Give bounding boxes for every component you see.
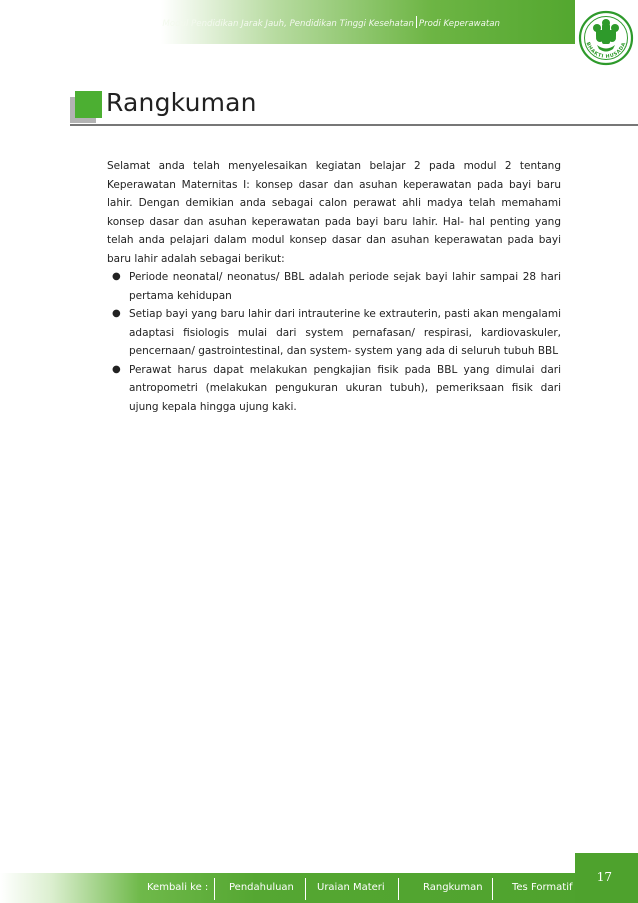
list-item-text: Perawat harus dapat melakukan pengkajian fisik pada BBL yang dimulai dari antropometri (melakukan pengukuran ukuran tubuh), pemeriksaan fisik dari ujung kepala hingga ujung kaki.: [129, 363, 561, 413]
list-item: [107, 268, 561, 305]
back-to-label: Kembali ke :: [147, 882, 209, 893]
nav-link-tes-formatif[interactable]: Tes Formatif: [512, 882, 573, 893]
list-item-text: Periode neonatal/ neonatus/ BBL adalah periode sejak bayi lahir sampai 28 hari pertama kehidupan: [129, 271, 561, 302]
nav-link-pendahuluan[interactable]: Pendahuluan: [229, 882, 294, 893]
nav-divider: [305, 878, 306, 900]
list-item-text: Setiap bayi yang baru lahir dari intrauterine ke extrauterin, pasti akan mengalami adaptasi fisiologis mulai dari system pernafasan/ respirasi, kardiovaskuler, pencernaan/ gastrointestinal, dan system- system yang ada di seluruh tubuh BBL: [129, 308, 561, 357]
header-bar: [0, 0, 575, 44]
summary-content: [107, 157, 561, 416]
page-number-box: [575, 853, 638, 903]
bullet-icon: ●: [112, 363, 121, 375]
header-program: Prodi Keperawatan: [418, 19, 500, 29]
list-item: [107, 361, 561, 417]
summary-intro: Selamat anda telah menyelesaikan kegiatan belajar 2 pada modul 2 tentang Keperawatan Maternitas I: konsep dasar dan asuhan keperawatan pada bayi baru lahir. Dengan demikian anda sebagai calon perawat ahli madya telah memahami konsep dasar dan asuhan keperawatan pada bayi baru lahir. Hal- hal penting yang telah anda pelajari dalam modul konsep dasar dan asuhan keperawatan pada bayi baru lahir adalah sebagai berikut:: [107, 160, 561, 265]
bullet-icon: ●: [112, 271, 121, 282]
nav-divider: [492, 878, 493, 900]
summary-bullet-list: [107, 268, 561, 416]
section-heading: [70, 88, 638, 126]
page-number: 17: [596, 870, 612, 884]
page-title: Rangkuman: [106, 88, 257, 117]
heading-underline: [70, 124, 638, 126]
nav-link-rangkuman[interactable]: Rangkuman: [423, 882, 483, 893]
header-module-title: Modul Pendidikan Jarak Jauh, Pendidikan Tinggi Kesehatan: [162, 19, 414, 29]
footer-navigation: [0, 873, 575, 903]
bullet-icon: ●: [112, 308, 121, 319]
header-separator: [416, 16, 417, 28]
bhakti-husada-logo: [577, 8, 635, 74]
nav-divider: [214, 878, 215, 900]
logo-text: BHAKTI HUSADA: [584, 41, 628, 60]
list-item: [107, 305, 561, 361]
nav-divider: [398, 878, 399, 900]
heading-square: [75, 91, 102, 118]
header-text: [162, 16, 500, 29]
nav-link-uraian-materi[interactable]: Uraian Materi: [317, 882, 385, 893]
